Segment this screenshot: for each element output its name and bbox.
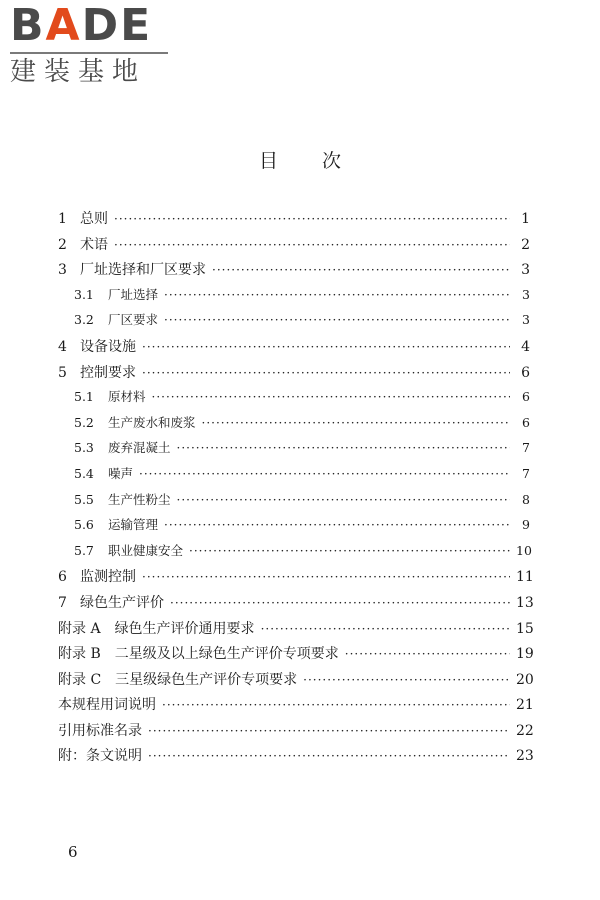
toc-row[interactable] bbox=[58, 643, 534, 669]
logo-subtitle: 建装基地 bbox=[10, 57, 147, 87]
toc-number: 5.5 bbox=[74, 491, 94, 507]
toc-number: 附录 A bbox=[58, 620, 101, 637]
toc-row[interactable] bbox=[58, 464, 530, 490]
toc-number: 5 bbox=[58, 364, 67, 381]
toc-leader bbox=[114, 238, 510, 252]
toc-leader bbox=[212, 263, 510, 277]
toc-leader bbox=[162, 698, 510, 712]
toc-row[interactable] bbox=[58, 208, 530, 234]
toc-page: 22 bbox=[516, 722, 534, 739]
toc-leader bbox=[177, 493, 510, 507]
toc-label: 监测控制 bbox=[80, 569, 136, 586]
toc-page: 19 bbox=[516, 646, 534, 663]
toc-row[interactable] bbox=[58, 720, 534, 746]
toc-label: 附：条文说明 bbox=[58, 748, 142, 765]
toc-label: 术语 bbox=[80, 236, 108, 253]
toc-number: 6 bbox=[58, 569, 67, 586]
toc-leader bbox=[114, 212, 510, 226]
toc-label: 本规程用词说明 bbox=[58, 697, 156, 714]
toc-page: 9 bbox=[522, 517, 530, 533]
toc-page: 3 bbox=[521, 262, 530, 279]
logo-letter: B bbox=[10, 0, 46, 51]
toc-row[interactable] bbox=[58, 541, 530, 567]
toc-row[interactable] bbox=[58, 669, 534, 695]
toc-page: 6 bbox=[521, 364, 530, 381]
toc-leader bbox=[142, 340, 510, 354]
toc-leader bbox=[164, 288, 510, 302]
toc-number: 3.1 bbox=[74, 286, 94, 302]
toc-page: 10 bbox=[516, 542, 532, 558]
toc-row[interactable] bbox=[58, 234, 530, 260]
toc-page: 3 bbox=[522, 286, 530, 302]
logo-divider bbox=[10, 52, 168, 54]
toc-leader bbox=[164, 313, 510, 327]
toc-row[interactable] bbox=[58, 490, 530, 516]
toc-leader bbox=[142, 366, 510, 380]
page-title: 目次 bbox=[258, 150, 385, 172]
toc-row[interactable] bbox=[58, 285, 530, 311]
toc-label: 二星级及以上绿色生产评价专项要求 bbox=[114, 646, 339, 663]
toc-row[interactable] bbox=[58, 592, 534, 618]
toc-page: 13 bbox=[516, 594, 534, 611]
logo-letters: DE bbox=[81, 0, 153, 51]
toc-label: 绿色生产评价 bbox=[80, 594, 164, 611]
toc-label: 原材料 bbox=[108, 389, 146, 405]
toc-number: 5.2 bbox=[74, 414, 94, 430]
toc-number: 1 bbox=[58, 211, 67, 227]
toc-row[interactable] bbox=[58, 515, 530, 541]
toc-number: 7 bbox=[58, 594, 67, 611]
toc-leader bbox=[148, 749, 510, 763]
toc-leader bbox=[152, 390, 510, 404]
toc-leader bbox=[170, 596, 510, 610]
toc-page: 8 bbox=[522, 491, 530, 507]
toc-row[interactable] bbox=[58, 566, 534, 592]
logo bbox=[10, 2, 175, 88]
toc-leader bbox=[189, 544, 510, 558]
toc-row[interactable] bbox=[58, 413, 530, 439]
toc-leader bbox=[177, 441, 510, 455]
logo-accent-letter: A bbox=[45, 0, 82, 51]
toc-row[interactable] bbox=[58, 745, 534, 771]
toc-row[interactable] bbox=[58, 387, 530, 413]
toc-leader bbox=[202, 416, 510, 430]
toc-label: 引用标准名录 bbox=[58, 722, 142, 739]
toc-number: 5.1 bbox=[74, 389, 94, 405]
toc-leader bbox=[139, 467, 510, 481]
page-number: 6 bbox=[68, 843, 78, 861]
logo-mark bbox=[10, 2, 175, 50]
toc-leader bbox=[142, 570, 510, 584]
toc-row[interactable] bbox=[58, 310, 530, 336]
toc-number: 附录 C bbox=[58, 671, 102, 688]
toc-page: 2 bbox=[521, 236, 530, 253]
toc-row[interactable] bbox=[58, 618, 534, 644]
toc-page: 1 bbox=[521, 211, 530, 227]
toc-label: 总则 bbox=[80, 211, 108, 227]
toc-number: 附录 B bbox=[58, 646, 101, 663]
toc-label: 生产性粉尘 bbox=[108, 491, 171, 507]
toc-label: 三星级绿色生产评价专项要求 bbox=[115, 671, 298, 688]
toc-label: 废弃混凝土 bbox=[108, 440, 171, 456]
toc-row[interactable] bbox=[58, 362, 530, 388]
toc-number: 3 bbox=[58, 262, 67, 279]
toc-page: 15 bbox=[516, 620, 534, 637]
toc-label: 控制要求 bbox=[80, 364, 136, 381]
toc-label: 生产废水和废浆 bbox=[108, 414, 196, 430]
toc-leader bbox=[148, 724, 510, 738]
toc-label: 噪声 bbox=[108, 465, 134, 481]
toc-leader bbox=[164, 518, 510, 532]
toc-row[interactable] bbox=[58, 336, 530, 362]
table-of-contents bbox=[58, 208, 534, 771]
toc-number: 5.7 bbox=[74, 542, 94, 558]
toc-label: 厂址选择 bbox=[108, 286, 159, 302]
toc-label: 职业健康安全 bbox=[108, 542, 184, 558]
toc-label: 绿色生产评价通用要求 bbox=[114, 620, 255, 637]
toc-page: 6 bbox=[522, 414, 530, 430]
toc-number: 5.4 bbox=[74, 465, 94, 481]
toc-page: 21 bbox=[516, 697, 534, 714]
toc-label: 设备设施 bbox=[80, 338, 136, 355]
toc-page: 3 bbox=[522, 312, 530, 328]
toc-page: 7 bbox=[522, 440, 530, 456]
toc-leader bbox=[261, 622, 510, 636]
toc-row[interactable] bbox=[58, 438, 530, 464]
toc-page: 23 bbox=[516, 748, 534, 765]
toc-leader bbox=[303, 673, 510, 687]
toc-number: 2 bbox=[58, 236, 67, 253]
toc-number: 4 bbox=[58, 338, 67, 355]
toc-row[interactable] bbox=[58, 259, 530, 285]
toc-row[interactable] bbox=[58, 694, 534, 720]
toc-number: 5.6 bbox=[74, 517, 94, 533]
toc-page: 4 bbox=[521, 338, 530, 355]
toc-leader bbox=[345, 647, 510, 661]
toc-page: 11 bbox=[516, 569, 534, 586]
toc-page: 20 bbox=[516, 671, 534, 688]
toc-label: 运输管理 bbox=[108, 517, 159, 533]
toc-number: 3.2 bbox=[74, 312, 94, 328]
toc-page: 6 bbox=[522, 389, 530, 405]
toc-label: 厂区要求 bbox=[108, 312, 159, 328]
toc-number: 5.3 bbox=[74, 440, 94, 456]
toc-label: 厂址选择和厂区要求 bbox=[80, 262, 206, 279]
toc-page: 7 bbox=[522, 465, 530, 481]
